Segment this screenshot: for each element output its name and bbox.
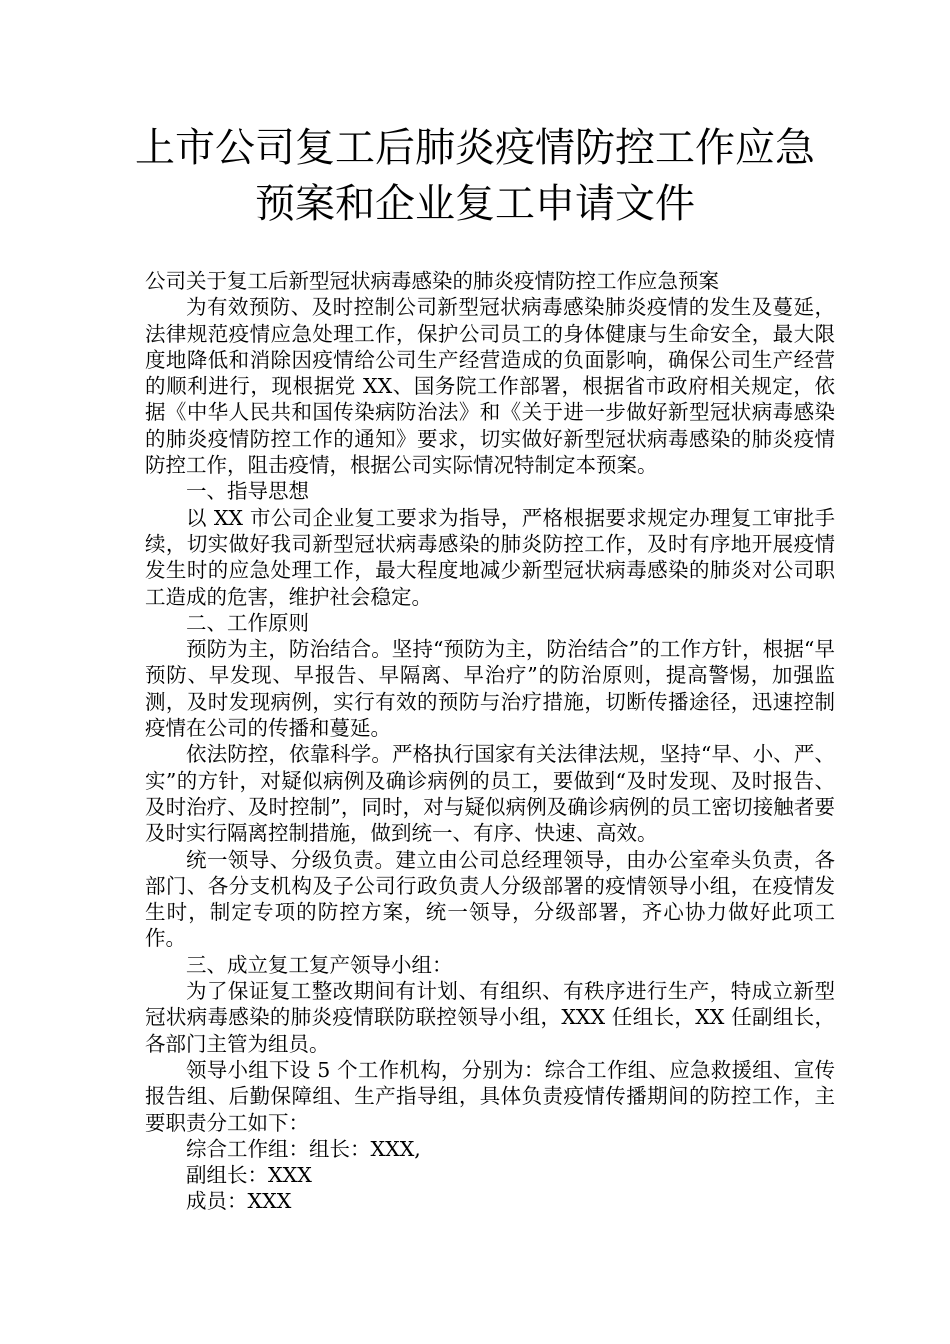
principle-unified-leadership-paragraph: 统一领导、分级负责。建立由公司总经理领导，由办公室牵头负责，各部门、各分支机构及子公司行政负责人分级部署的疫情领导小组，在疫情发生时，制定专项的防控方案，统一领导，分级部署，齐心协力做好此项工作。: [145, 847, 835, 951]
document-body: [145, 268, 835, 1215]
working-bodies-paragraph: 领导小组下设 5 个工作机构，分别为：综合工作组、应急救援组、宣传报告组、后勤保障组、生产指导组，具体负责疫情传播期间的防控工作，主要职责分工如下：: [145, 1057, 835, 1135]
leadership-group-paragraph: 为了保证复工整改期间有计划、有组织、有秩序进行生产，特成立新型冠状病毒感染的肺炎疫情联防联控领导小组，XXX 任组长，XX 任副组长，各部门主管为组员。: [145, 979, 835, 1056]
section-heading-work-principles: 二、工作原则: [186, 610, 309, 635]
general-group-leader-line: 综合工作组：组长：XXX,: [186, 1136, 421, 1161]
document-title-line-1: 上市公司复工后肺炎疫情防控工作应急: [135, 125, 815, 171]
section-heading-guiding-ideology: 一、指导思想: [186, 479, 309, 504]
guiding-ideology-paragraph: 以 XX 市公司企业复工要求为指导，严格根据要求规定办理复工审批手续，切实做好我司新型冠状病毒感染的肺炎防控工作，及时有序地开展疫情发生时的应急处理工作，最大程度地减少新型冠状病毒感染的肺炎对公司职工造成的危害，维护社会稳定。: [145, 505, 835, 609]
document-title: [100, 120, 850, 232]
section-heading-leadership-group: 三、成立复工复产领导小组：: [186, 952, 453, 977]
document-subtitle: 公司关于复工后新型冠状病毒感染的肺炎疫情防控工作应急预案: [145, 269, 719, 293]
deputy-leader-line: 副组长：XXX: [186, 1163, 312, 1188]
principle-prevention-paragraph: 预防为主，防治结合。坚持“预防为主，防治结合”的工作方针，根据“早预防、早发现、早报告、早隔离、早治疗”的防治原则，提高警惕，加强监测，及时发现病例，实行有效的预防与治疗措施，切断传播途径，迅速控制疫情在公司的传播和蔓延。: [145, 637, 835, 741]
document-title-line-2: 预案和企业复工申请文件: [255, 181, 695, 227]
principle-law-science-paragraph: 依法防控，依靠科学。严格执行国家有关法律法规，坚持“早、小、严、实”的方针，对疑似病例及确诊病例的员工，要做到“及时发现、及时报告、及时治疗、及时控制”，同时，对与疑似病例及确诊病例的员工密切接触者要及时实行隔离控制措施，做到统一、有序、快速、高效。: [145, 742, 835, 846]
members-line: 成员：XXX: [186, 1189, 292, 1214]
intro-paragraph: 为有效预防、及时控制公司新型冠状病毒感染肺炎疫情的发生及蔓延，法律规范疫情应急处理工作，保护公司员工的身体健康与生命安全，最大限度地降低和消除因疫情给公司生产经营造成的负面影响，确保公司生产经营的顺利进行，现根据党 XX、国务院工作部署，根据省市政府相关规定，依据《中华人民共和国传染病防治法》和《关于进一步做好新型冠状病毒感染的肺炎疫情防控工作的通知》要求，切实做好新型冠状病毒感染的肺炎疫情防控工作，阻击疫情，根据公司实际情况特制定本预案。: [145, 295, 835, 478]
